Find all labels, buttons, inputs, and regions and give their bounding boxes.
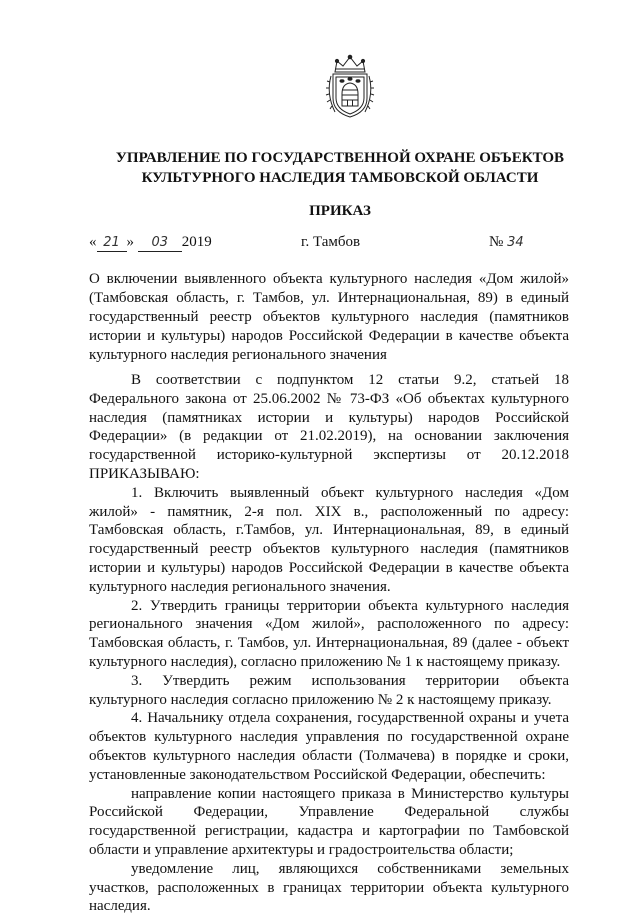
body-paragraph-item-4-sub-1: направление копии настоящего приказа в Министерство культуры Российской Федерации, Управление Федеральной службы государственной регистрации, кадастра и картографии по Тамбовской области и управление архитектуры и градостроительства области; xyxy=(89,785,569,858)
number-value: 34 xyxy=(507,235,524,250)
organization-name-line-1: УПРАВЛЕНИЕ ПО ГОСУДАРСТВЕННОЙ ОХРАНЕ ОБЪЕКТОВ xyxy=(115,150,565,166)
body-paragraph-item-4-sub-2: уведомление лиц, являющихся собственниками земельных участков, расположенных в границах территории объекта культурного наследия. xyxy=(89,860,569,915)
order-subject: О включении выявленного объекта культурного наследия «Дом жилой» (Тамбовская область, г. Тамбов, ул. Интернациональная, 89) в единый государственный реестр объектов культурного наследия (памятников истории и культуры) народов Российской Федерации в качестве объекта культурного наследия регионального значения xyxy=(89,271,569,363)
order-date xyxy=(89,234,212,252)
organization-name-line-2: КУЛЬТУРНОГО НАСЛЕДИЯ ТАМБОВСКОЙ ОБЛАСТИ xyxy=(141,170,539,186)
body-paragraph-preamble: В соответствии с подпунктом 12 статьи 9.2, статьей 18 Федерального закона от 25.06.2002 № 73-ФЗ «Об объектах культурного наследия (памятниках истории и культуры) народов Российской Федерации» (в редакции от 21.02.2019), на основании заключения государственной историко-культурной экспертизы от 20.12.2018 ПРИКАЗЫВАЮ: xyxy=(89,372,569,482)
order-city: г. Тамбов xyxy=(301,234,361,250)
number-label: № xyxy=(489,234,504,250)
coat-of-arms-icon xyxy=(323,54,377,120)
body-paragraph-item-4: 4. Начальнику отдела сохранения, государственной охраны и учета объектов культурного наследия управления по государственной охране объектов культурного наследия области (Толмачева) в порядке и сроки, установленные законодательством Российской Федерации, обеспечить: xyxy=(89,710,569,783)
date-day: 21 xyxy=(97,235,127,252)
body-paragraph-item-2: 2. Утвердить границы территории объекта культурного наследия регионального значения «Дом жилой», расположенного по адресу: Тамбовская область, г. Тамбов, ул. Интернациональная, 89 (далее - объект культурного наследия), согласно приложению № 1 к настоящему приказу. xyxy=(89,597,569,670)
document-dateline xyxy=(89,234,569,254)
date-month: 03 xyxy=(138,235,182,252)
date-open-quote: « xyxy=(89,234,97,250)
document-type-title: ПРИКАЗ xyxy=(309,203,371,219)
date-year: 2019 xyxy=(181,234,212,250)
body-paragraph-item-3: 3. Утвердить режим использования территории объекта культурного наследия согласно приложению № 2 к настоящему приказу. xyxy=(89,672,569,708)
body-paragraph-item-1: 1. Включить выявленный объект культурного наследия «Дом жилой» - памятник, 2-я пол. XIX в., расположенный по адресу: Тамбовская область, г.Тамбов, ул. Интернациональная, 89, в единый государственный реестр объектов культурного наследия (памятников истории и культуры) народов Российской Федерации в качестве объекта культурного наследия регионального значения. xyxy=(89,484,569,595)
order-body xyxy=(89,371,569,916)
date-close-quote: » xyxy=(126,234,134,250)
order-number xyxy=(489,234,524,251)
organization-name xyxy=(60,148,620,188)
